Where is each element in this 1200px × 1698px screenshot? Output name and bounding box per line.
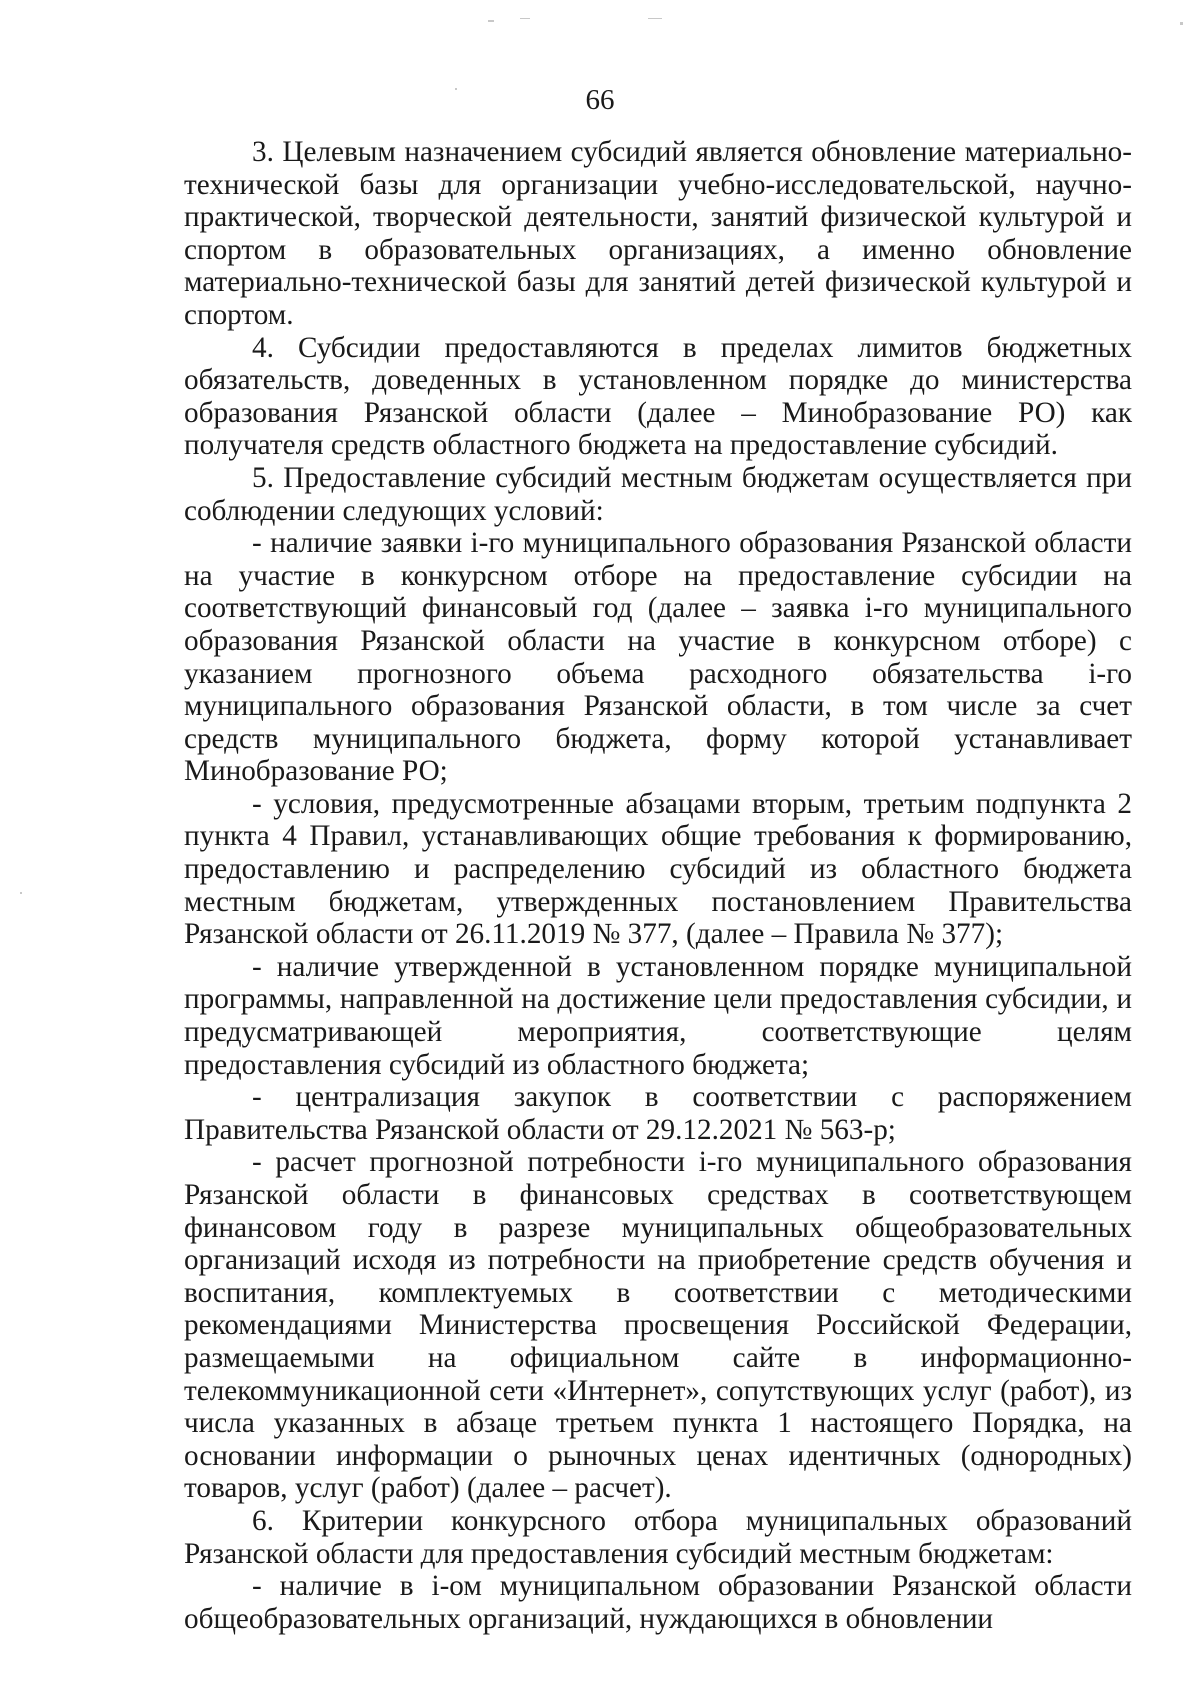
scan-artifact: [520, 18, 530, 19]
scan-artifact: [1180, 22, 1183, 25]
scan-artifact: [648, 18, 662, 19]
condition-centralized-procurement: - централизация закупок в соответствии с распоряжением Правительства Рязанской области от 29.12.2021 № 563-р;: [184, 1081, 1132, 1146]
condition-application: - наличие заявки i-го муниципального образования Рязанской области на участие в конкурсном отборе на предоставление субсидии на соответствующий финансовый год (далее – заявка i-го муниципального образования Рязанской области на участие в конкурсном отборе) с указанием прогнозного объема расходного обязательства i-го муниципального образования Рязанской области, в том числе за счет средств муниципального бюджета, форму которой устанавливает Минобразование РО;: [184, 527, 1132, 788]
page-number: 66: [585, 84, 615, 116]
document-body: [184, 136, 1132, 1635]
condition-needs-calculation: - расчет прогнозной потребности i-го муниципального образования Рязанской области в финансовых средствах в соответствующем финансовом году в разрезе муниципальных общеобразовательных организаций исходя из потребности на приобретение средств обучения и воспитания, комплектуемых в соответствии с методическими рекомендациями Министерства просвещения Российской Федерации, размещаемыми на официальном сайте в информационно-телекоммуникационной сети «Интернет», сопутствующих услуг (работ), из числа указанных в абзаце третьем пункта 1 настоящего Порядка, на основании информации о рыночных ценах идентичных (однородных) товаров, услуг (работ) (далее – расчет).: [184, 1146, 1132, 1505]
paragraph-6-selection-criteria: 6. Критерии конкурсного отбора муниципальных образований Рязанской области для предоставления субсидий местным бюджетам:: [184, 1504, 1132, 1570]
criterion-organizations-need-update: - наличие в i-ом муниципальном образовании Рязанской области общеобразовательных организаций, нуждающихся в обновлении: [184, 1570, 1132, 1635]
condition-rules-377: - условия, предусмотренные абзацами вторым, третьим подпункта 2 пункта 4 Правил, устанавливающих общие требования к формированию, предоставлению и распределению субсидий из областного бюджета местным бюджетам, утвержденных постановлением Правительства Рязанской области от 26.11.2019 № 377, (далее – Правила № 377);: [184, 787, 1132, 951]
scan-artifact: [488, 20, 494, 22]
paragraph-4-budget-limits: 4. Субсидии предоставляются в пределах лимитов бюджетных обязательств, доведенных в установленном порядке до министерства образования Рязанской области (далее – Минобразование РО) как получателя средств областного бюджета на предоставление субсидий.: [184, 331, 1132, 462]
scan-artifact: [20, 892, 22, 894]
paragraph-5-conditions: 5. Предоставление субсидий местным бюджетам осуществляется при соблюдении следующих условий:: [184, 461, 1132, 527]
condition-municipal-program: - наличие утвержденной в установленном порядке муниципальной программы, направленной на достижение цели предоставления субсидии, и предусматривающей мероприятия, соответствующие целям предоставления субсидий из областного бюджета;: [184, 950, 1132, 1081]
paragraph-3-target-purpose: 3. Целевым назначением субсидий является обновление материально-технической базы для организации учебно-исследовательской, научно-практической, творческой деятельности, занятий физической культурой и спортом в образовательных организациях, а именно обновление материально-технической базы для занятий детей физической культурой и спортом.: [184, 136, 1132, 331]
